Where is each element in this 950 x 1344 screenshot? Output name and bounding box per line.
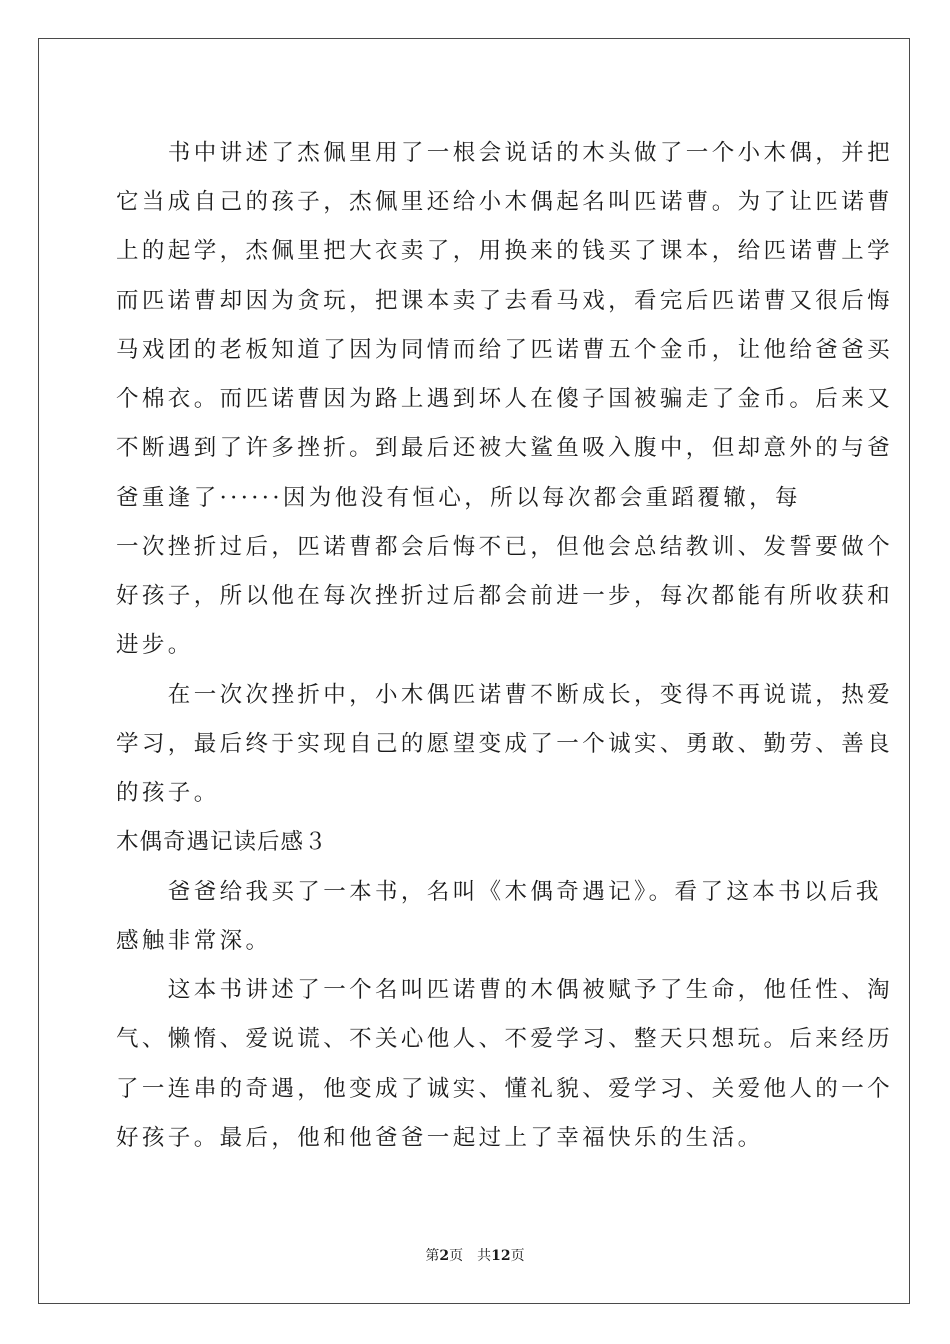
body-text-line: 了一连串的奇遇，他变成了诚实、懂礼貌、爱学习、关爱他人的一个 [116,1076,894,1102]
body-text-line: 好孩子。最后，他和他爸爸一起过上了幸福快乐的生活。 [116,1125,764,1151]
footer-mid: 页 共 [449,1248,492,1264]
current-page-number: 2 [439,1248,450,1264]
body-text-line: 它当成自己的孩子，杰佩里还给小木偶起名叫匹诺曹。为了让匹诺曹 [116,189,894,215]
section-heading: 木偶奇遇记读后感３ [116,829,328,855]
body-text-line: 好孩子，所以他在每次挫折过后都会前进一步，每次都能有所收获和 [116,583,894,609]
body-text-line: 这本书讲述了一个名叫匹诺曹的木偶被赋予了生命，他任性、淘 [116,977,894,1003]
page-number-footer [0,1249,950,1263]
body-text-line: 而匹诺曹却因为贪玩，把课本卖了去看马戏，看完后匹诺曹又很后悔 [116,288,894,314]
body-text-line: 不断遇到了许多挫折。到最后还被大鲨鱼吸入腹中，但却意外的与爸 [116,435,894,461]
body-text-line: 的孩子。 [116,780,220,806]
body-text-line: 气、懒惰、爱说谎、不关心他人、不爱学习、整天只想玩。后来经历 [116,1026,894,1052]
footer-suffix: 页 [510,1248,525,1264]
page-border [38,38,910,1304]
body-text-line: 进步。 [116,632,194,658]
body-text-line: 书中讲述了杰佩里用了一根会说话的木头做了一个小木偶，并把 [116,140,894,166]
body-text-line: 在一次次挫折中，小木偶匹诺曹不断成长，变得不再说谎，热爱 [116,682,894,708]
footer-prefix: 第 [425,1248,440,1264]
body-text-line: 上的起学，杰佩里把大衣卖了，用换来的钱买了课本，给匹诺曹上学 [116,238,894,264]
body-text-line: 爸爸给我买了一本书，名叫《木偶奇遇记》。看了这本书以后我 [116,879,882,905]
body-text-line: 一次挫折过后，匹诺曹都会后悔不已，但他会总结教训、发誓要做个 [116,534,894,560]
body-text-line: 爸重逢了······因为他没有恒心，所以每次都会重蹈覆辙，每 [116,485,801,511]
body-text-line: 个棉衣。而匹诺曹因为路上遇到坏人在傻子国被骗走了金币。后来又 [116,386,894,412]
body-text-line: 学习，最后终于实现自己的愿望变成了一个诚实、勇敢、勤劳、善良 [116,731,894,757]
body-text-line: 马戏团的老板知道了因为同情而给了匹诺曹五个金币，让他给爸爸买 [116,337,894,363]
body-text-line: 感触非常深。 [116,928,272,954]
total-page-number: 12 [491,1248,511,1264]
